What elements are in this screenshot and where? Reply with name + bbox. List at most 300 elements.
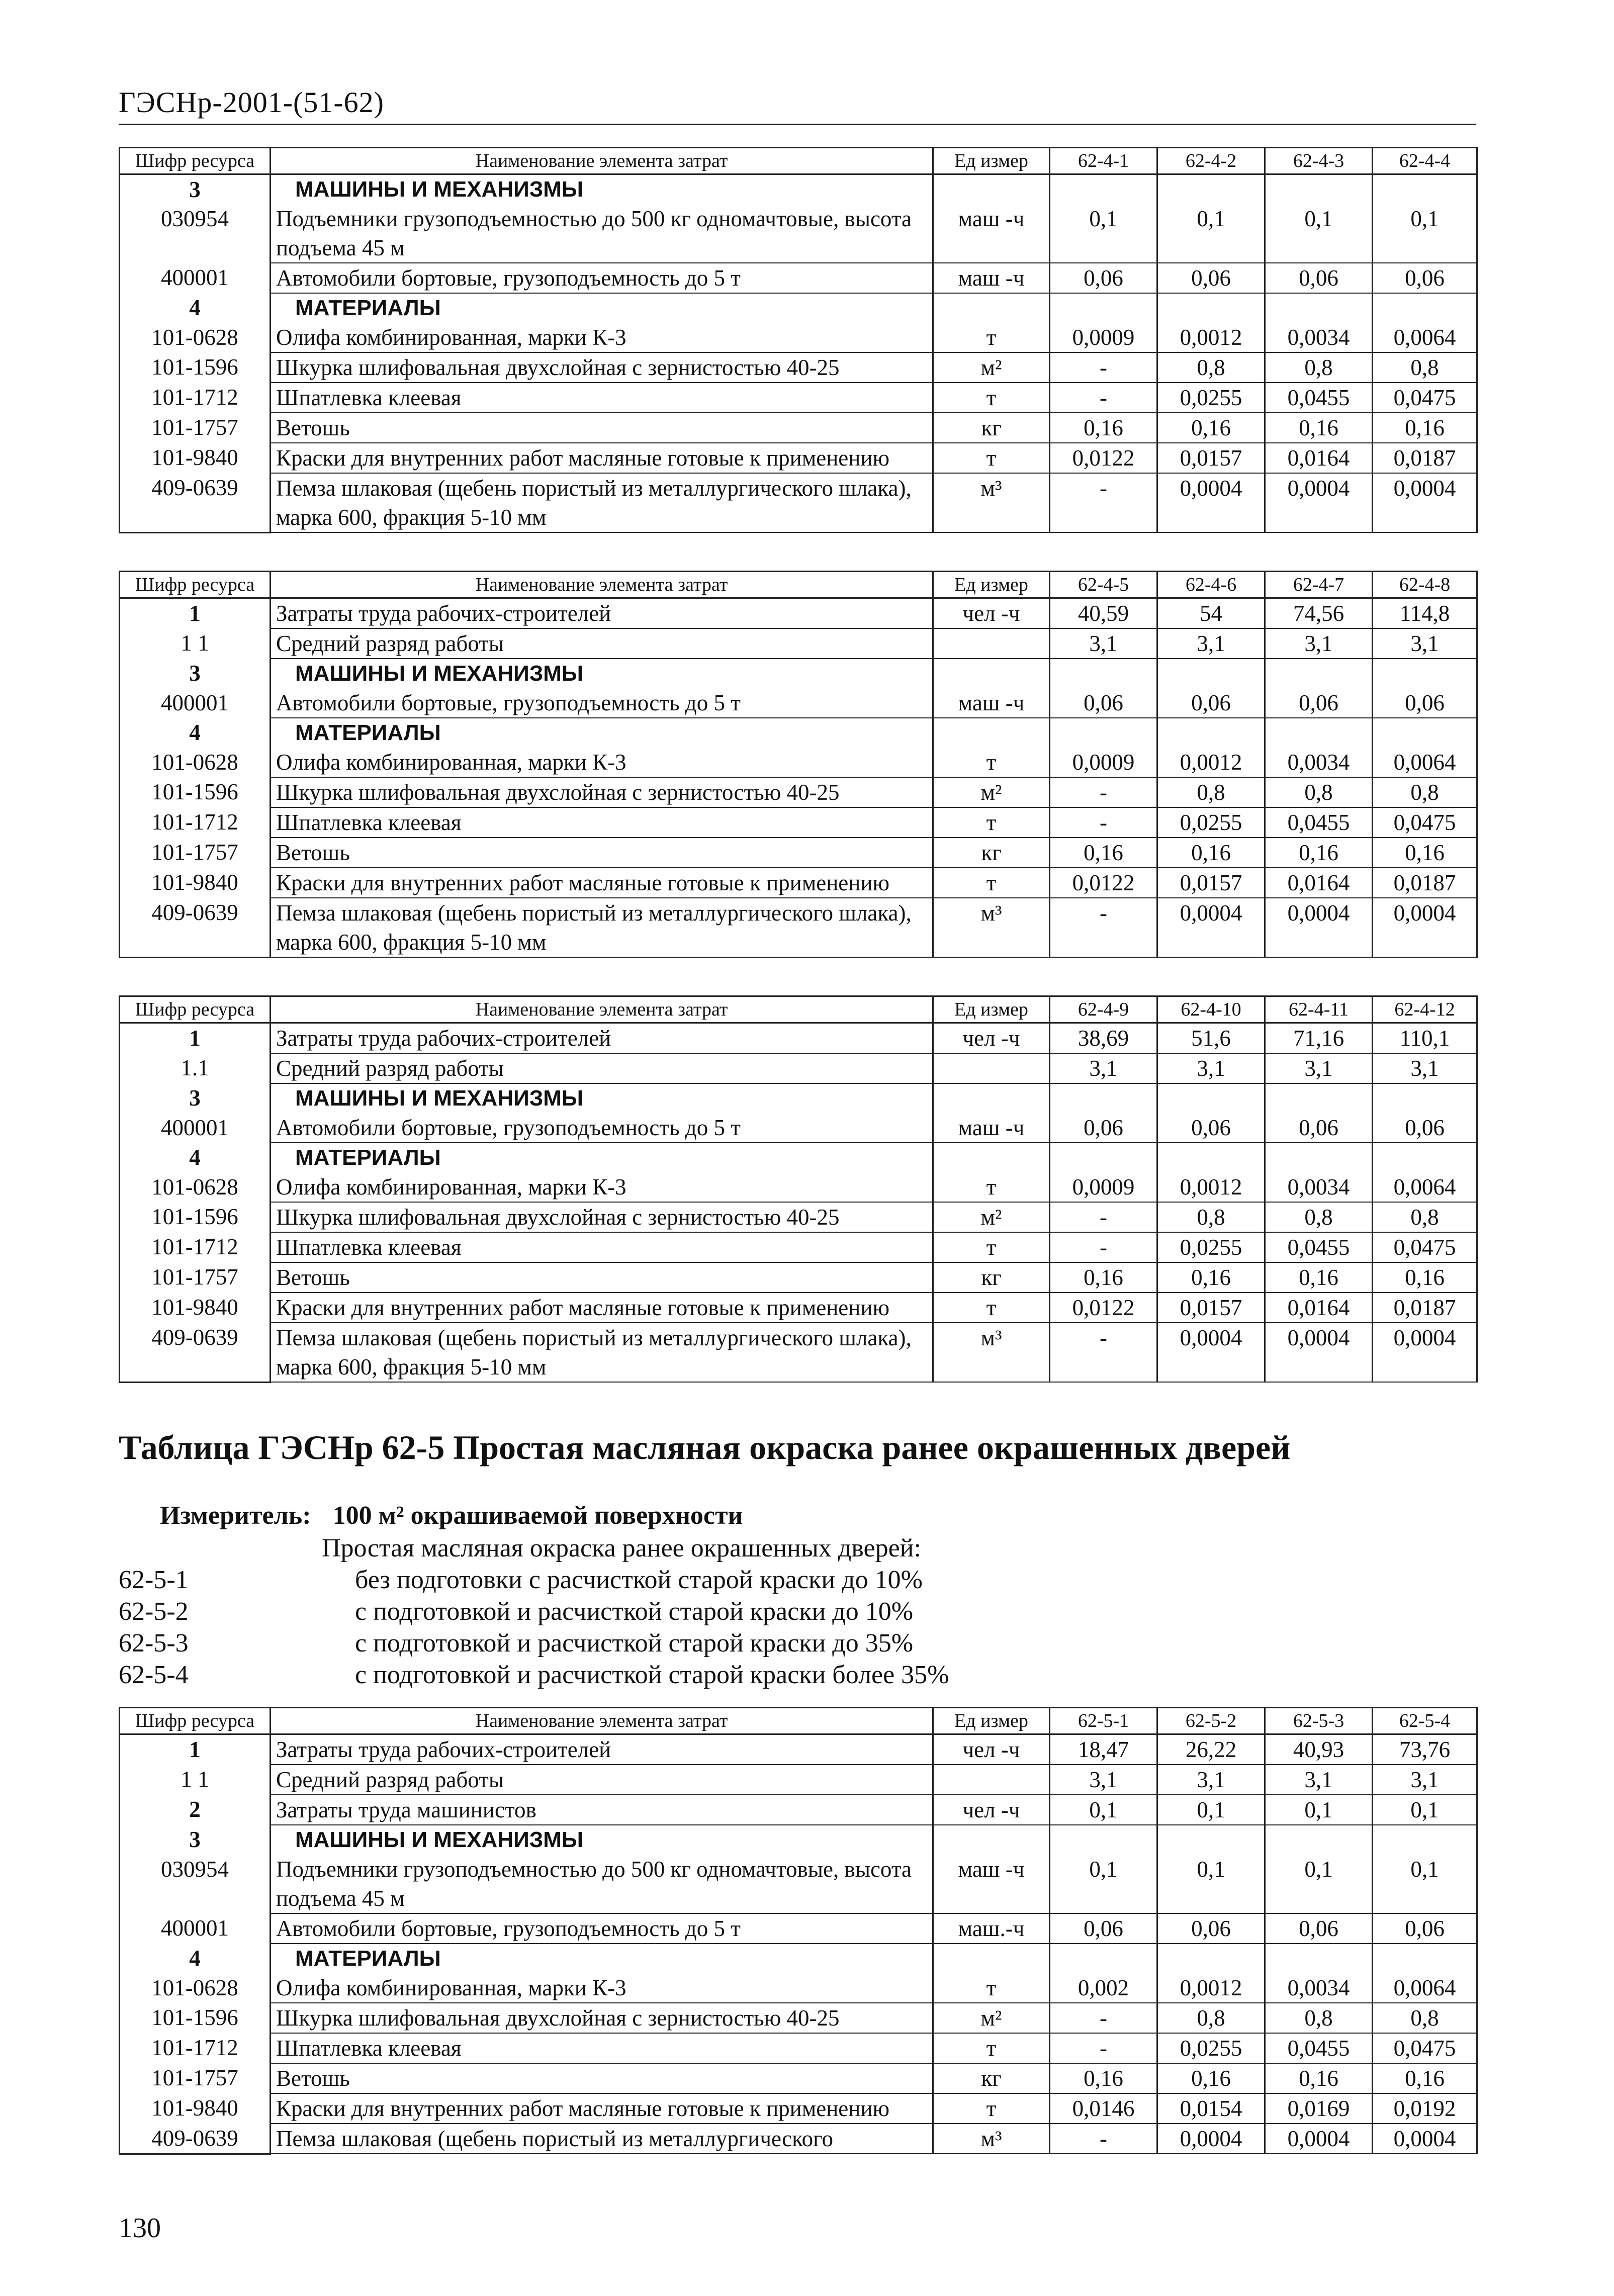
- norm-value: 0,16: [1157, 1262, 1265, 1293]
- table-section-row: [120, 1143, 1477, 1172]
- norm-value: 0,06: [1265, 263, 1373, 293]
- column-header: 62-4-2: [1157, 148, 1265, 174]
- norm-value: 18,47: [1050, 1734, 1157, 1765]
- resource-code: 400001: [120, 688, 271, 718]
- norm-value: 0,1: [1050, 204, 1157, 263]
- norm-value: 0,1: [1265, 1855, 1373, 1913]
- resource-code: 4: [120, 1143, 271, 1172]
- table-row: [120, 1023, 1477, 1054]
- norm-value: 3,1: [1050, 1765, 1157, 1795]
- resource-code: 101-1712: [120, 383, 271, 413]
- unit-of-measure: чел -ч: [933, 1023, 1050, 1054]
- table-row: [120, 598, 1477, 629]
- norm-value: 0,1: [1265, 1795, 1373, 1825]
- cost-element-name: Средний разряд работы: [271, 1765, 933, 1795]
- table-row: [120, 807, 1477, 838]
- cost-element-name: Затраты труда рабочих-строителей: [271, 598, 933, 629]
- norm-value: 0,0157: [1157, 868, 1265, 898]
- unit-of-measure: чел -ч: [933, 598, 1050, 629]
- resource-code: 1: [120, 1023, 271, 1054]
- table-row: [120, 1202, 1477, 1232]
- column-header: 62-5-3: [1265, 1708, 1373, 1734]
- resource-code: 101-1596: [120, 352, 271, 383]
- resource-code: 101-9840: [120, 2093, 271, 2124]
- norm-value: 114,8: [1373, 598, 1477, 629]
- norm-value: 0,0164: [1265, 868, 1373, 898]
- table-row: [120, 868, 1477, 898]
- unit-of-measure: чел -ч: [933, 1734, 1050, 1765]
- norm-value: -: [1050, 1202, 1157, 1232]
- column-header: 62-4-1: [1050, 148, 1157, 174]
- norm-value: -: [1050, 777, 1157, 807]
- unit-of-measure: кг: [933, 413, 1050, 443]
- norm-value: 0,16: [1373, 838, 1477, 868]
- table-row: [120, 1734, 1477, 1765]
- norm-value: 0,06: [1157, 263, 1265, 293]
- norm-value: [1265, 174, 1373, 205]
- norm-value: -: [1050, 807, 1157, 838]
- work-description-title: Простая масляная окраска ранее окрашенных дверей:: [322, 1534, 921, 1563]
- column-header: Наименование элемента затрат: [271, 572, 933, 598]
- resource-code: 030954: [120, 204, 271, 263]
- norm-value: [1265, 1083, 1373, 1113]
- norm-value: 0,0187: [1373, 1293, 1477, 1323]
- resource-code: 1.1: [120, 1053, 271, 1083]
- norm-value: 3,1: [1050, 1053, 1157, 1083]
- resource-code: 101-9840: [120, 1293, 271, 1323]
- cost-element-name: Олифа комбинированная, марки К-3: [271, 323, 933, 352]
- norm-value: 0,1: [1050, 1795, 1157, 1825]
- header-rule: [119, 124, 1476, 125]
- unit-of-measure: [933, 659, 1050, 688]
- norm-value: 0,0004: [1265, 473, 1373, 532]
- resource-code: 409-0639: [120, 898, 271, 957]
- table-row: [120, 2033, 1477, 2063]
- norm-value: 0,06: [1157, 1113, 1265, 1143]
- unit-of-measure: [933, 293, 1050, 323]
- unit-of-measure: [933, 718, 1050, 748]
- norm-value: 0,002: [1050, 1973, 1157, 2003]
- unit-of-measure: [933, 1083, 1050, 1113]
- cost-element-name: Затраты труда рабочих-строителей: [271, 1023, 933, 1054]
- unit-of-measure: [933, 1053, 1050, 1083]
- table-section-row: [120, 1083, 1477, 1113]
- unit-of-measure: м²: [933, 352, 1050, 383]
- table-row: [120, 1795, 1477, 1825]
- meter-label: Измеритель:: [160, 1501, 311, 1530]
- norm-value: [1157, 293, 1265, 323]
- column-header: 62-4-10: [1157, 996, 1265, 1023]
- norm-value: 0,0064: [1373, 1973, 1477, 2003]
- resource-code: 400001: [120, 1113, 271, 1143]
- norm-value: 0,16: [1050, 413, 1157, 443]
- norm-value: 0,8: [1373, 1202, 1477, 1232]
- resource-code: 409-0639: [120, 1323, 271, 1382]
- norm-value: 0,06: [1373, 263, 1477, 293]
- norm-value: 0,16: [1157, 2063, 1265, 2093]
- table-row: [120, 443, 1477, 473]
- column-header: 62-5-4: [1373, 1708, 1477, 1734]
- norm-value: 3,1: [1157, 628, 1265, 659]
- norm-value: 0,06: [1050, 688, 1157, 718]
- norm-value: [1265, 293, 1373, 323]
- table-row: [120, 838, 1477, 868]
- table-section-row: [120, 718, 1477, 748]
- norm-value: 26,22: [1157, 1734, 1265, 1765]
- norm-value: 0,1: [1373, 1855, 1477, 1913]
- norm-value: 3,1: [1373, 1053, 1477, 1083]
- cost-element-name: Шкурка шлифовальная двухслойная с зернистостью 40-25: [271, 1202, 933, 1232]
- resource-code: 1: [120, 1734, 271, 1765]
- norm-value: 0,0192: [1373, 2093, 1477, 2124]
- column-header: 62-4-7: [1265, 572, 1373, 598]
- norm-value: [1373, 174, 1477, 205]
- column-header: 62-4-9: [1050, 996, 1157, 1023]
- resource-code: 4: [120, 1944, 271, 1973]
- column-header: Наименование элемента затрат: [271, 1708, 933, 1734]
- norm-value: 0,0004: [1265, 1323, 1373, 1382]
- unit-of-measure: т: [933, 1293, 1050, 1323]
- resource-code: 101-1596: [120, 2003, 271, 2033]
- column-header: 62-4-6: [1157, 572, 1265, 598]
- cost-element-name: Ветошь: [271, 413, 933, 443]
- norm-value: [1157, 718, 1265, 748]
- unit-of-measure: маш -ч: [933, 263, 1050, 293]
- column-header: 62-4-5: [1050, 572, 1157, 598]
- norm-value: [1373, 1944, 1477, 1973]
- norm-value: 0,8: [1373, 777, 1477, 807]
- cost-element-name: Краски для внутренних работ масляные готовые к применению: [271, 1293, 933, 1323]
- table-row: [120, 1765, 1477, 1795]
- norm-value: 0,8: [1265, 777, 1373, 807]
- norm-value: 0,0004: [1157, 2124, 1265, 2154]
- norm-value: [1157, 1083, 1265, 1113]
- work-item-code: 62-5-2: [119, 1597, 189, 1626]
- unit-of-measure: т: [933, 748, 1050, 777]
- table-row: [120, 473, 1477, 532]
- resource-code: 101-1757: [120, 413, 271, 443]
- norm-value: [1265, 718, 1373, 748]
- norm-value: 0,8: [1157, 1202, 1265, 1232]
- norm-value: 0,0034: [1265, 1973, 1373, 2003]
- norm-value: 0,0009: [1050, 748, 1157, 777]
- norm-value: 0,0122: [1050, 443, 1157, 473]
- norm-value: 3,1: [1265, 1053, 1373, 1083]
- norm-value: 0,0475: [1373, 807, 1477, 838]
- norm-value: [1050, 293, 1157, 323]
- norm-value: [1050, 1944, 1157, 1973]
- resource-code: 1 1: [120, 1765, 271, 1795]
- norm-value: 0,0064: [1373, 748, 1477, 777]
- unit-of-measure: [933, 1825, 1050, 1855]
- table-row: [120, 2003, 1477, 2033]
- norm-value: 40,59: [1050, 598, 1157, 629]
- norm-value: [1157, 1825, 1265, 1855]
- norm-value: 74,56: [1265, 598, 1373, 629]
- norm-value: 0,1: [1050, 1855, 1157, 1913]
- norm-value: 0,06: [1050, 1913, 1157, 1944]
- work-item-text: с подготовкой и расчисткой старой краски более 35%: [355, 1661, 949, 1689]
- norm-value: 0,06: [1265, 688, 1373, 718]
- table-row: [120, 898, 1477, 957]
- work-item-text: с подготовкой и расчисткой старой краски до 35%: [355, 1629, 914, 1658]
- norm-value: 0,0475: [1373, 383, 1477, 413]
- unit-of-measure: м³: [933, 1323, 1050, 1382]
- resource-code: 101-0628: [120, 323, 271, 352]
- norm-value: 110,1: [1373, 1023, 1477, 1054]
- cost-element-name: Автомобили бортовые, грузоподъемность до 5 т: [271, 688, 933, 718]
- resource-code: 400001: [120, 1913, 271, 1944]
- work-item: [119, 1565, 923, 1595]
- norm-value: 0,0154: [1157, 2093, 1265, 2124]
- norm-value: 0,8: [1373, 2003, 1477, 2033]
- cost-element-name: Краски для внутренних работ масляные готовые к применению: [271, 2093, 933, 2124]
- norm-value: 0,0455: [1265, 2033, 1373, 2063]
- table-row: [120, 1232, 1477, 1262]
- column-header: Наименование элемента затрат: [271, 996, 933, 1023]
- resource-code: 101-0628: [120, 1973, 271, 2003]
- column-header: Шифр ресурса: [120, 996, 271, 1023]
- norm-value: 0,0187: [1373, 868, 1477, 898]
- resource-code: 3: [120, 1825, 271, 1855]
- cost-element-name: Шпатлевка клеевая: [271, 2033, 933, 2063]
- norm-value: 3,1: [1157, 1053, 1265, 1083]
- resource-code: 101-1757: [120, 838, 271, 868]
- norm-value: 0,8: [1373, 352, 1477, 383]
- unit-of-measure: [933, 1143, 1050, 1172]
- norm-value: [1050, 174, 1157, 205]
- table-section-row: [120, 293, 1477, 323]
- norm-value: 0,06: [1373, 1913, 1477, 1944]
- norm-value: -: [1050, 2124, 1157, 2154]
- table-row: [120, 1262, 1477, 1293]
- norm-value: 0,0009: [1050, 323, 1157, 352]
- table-row: [120, 1113, 1477, 1143]
- norm-value: 0,0455: [1265, 1232, 1373, 1262]
- unit-of-measure: кг: [933, 1262, 1050, 1293]
- unit-of-measure: [933, 174, 1050, 205]
- unit-of-measure: т: [933, 323, 1050, 352]
- unit-of-measure: маш -ч: [933, 204, 1050, 263]
- norm-value: 73,76: [1373, 1734, 1477, 1765]
- norm-value: -: [1050, 2033, 1157, 2063]
- norm-value: 0,1: [1265, 204, 1373, 263]
- norm-value: 0,0475: [1373, 2033, 1477, 2063]
- cost-element-name: Пемза шлаковая (щебень пористый из металлургического шлака), марка 600, фракция 5-10 мм: [271, 473, 933, 532]
- norm-value: 0,0255: [1157, 807, 1265, 838]
- cost-element-name: Краски для внутренних работ масляные готовые к применению: [271, 443, 933, 473]
- norm-value: 51,6: [1157, 1023, 1265, 1054]
- norm-value: 0,16: [1050, 2063, 1157, 2093]
- norm-value: 0,0034: [1265, 1172, 1373, 1202]
- work-item: [119, 1660, 949, 1690]
- norm-value: [1050, 718, 1157, 748]
- table-section-row: [120, 659, 1477, 688]
- norm-value: 0,06: [1373, 688, 1477, 718]
- table-row: [120, 2093, 1477, 2124]
- norm-value: 0,0004: [1373, 2124, 1477, 2154]
- table-row: [120, 413, 1477, 443]
- norm-value: 0,0012: [1157, 1172, 1265, 1202]
- table-row: [120, 628, 1477, 659]
- cost-element-name: Шкурка шлифовальная двухслойная с зернистостью 40-25: [271, 2003, 933, 2033]
- table-row: [120, 777, 1477, 807]
- norm-value: 0,0004: [1373, 1323, 1477, 1382]
- norm-value: [1265, 1825, 1373, 1855]
- table-row: [120, 1973, 1477, 2003]
- column-header: Шифр ресурса: [120, 148, 271, 174]
- table-row: [120, 352, 1477, 383]
- norm-value: [1265, 1944, 1373, 1973]
- cost-element-name: Ветошь: [271, 838, 933, 868]
- resource-code: 400001: [120, 263, 271, 293]
- table-section-row: [120, 1825, 1477, 1855]
- norm-value: 0,0004: [1265, 898, 1373, 957]
- norm-value: 0,0064: [1373, 323, 1477, 352]
- norm-value: [1373, 1825, 1477, 1855]
- cost-element-name: Автомобили бортовые, грузоподъемность до 5 т: [271, 1113, 933, 1143]
- norm-value: 3,1: [1373, 628, 1477, 659]
- column-header: 62-4-3: [1265, 148, 1373, 174]
- work-item: [119, 1597, 913, 1626]
- norm-value: 0,0034: [1265, 323, 1373, 352]
- unit-of-measure: маш -ч: [933, 1855, 1050, 1913]
- cost-element-name: Шпатлевка клеевая: [271, 1232, 933, 1262]
- norm-value: 0,8: [1265, 1202, 1373, 1232]
- cost-element-name: Шпатлевка клеевая: [271, 383, 933, 413]
- norm-value: [1050, 1083, 1157, 1113]
- unit-of-measure: т: [933, 1973, 1050, 2003]
- cost-element-name: Подъемники грузоподъемностью до 500 кг одномачтовые, высота подъема 45 м: [271, 204, 933, 263]
- column-header: 62-4-11: [1265, 996, 1373, 1023]
- norm-value: -: [1050, 473, 1157, 532]
- norm-value: 0,06: [1373, 1113, 1477, 1143]
- table-row: [120, 1053, 1477, 1083]
- norm-value: [1050, 659, 1157, 688]
- norm-value: 0,16: [1373, 2063, 1477, 2093]
- table-row: [120, 263, 1477, 293]
- norm-value: 0,16: [1265, 1262, 1373, 1293]
- unit-of-measure: м³: [933, 2124, 1050, 2154]
- table-row: [120, 1293, 1477, 1323]
- unit-of-measure: кг: [933, 838, 1050, 868]
- norm-value: 0,1: [1373, 1795, 1477, 1825]
- table-62-5-heading: Таблица ГЭСНр 62-5 Простая масляная окраска ранее окрашенных дверей: [119, 1428, 1291, 1466]
- norm-value: 0,0146: [1050, 2093, 1157, 2124]
- table-row: [120, 688, 1477, 718]
- norm-value: -: [1050, 2003, 1157, 2033]
- norm-value: -: [1050, 1232, 1157, 1262]
- norm-value: 0,0004: [1157, 473, 1265, 532]
- norm-value: 71,16: [1265, 1023, 1373, 1054]
- work-item-text: с подготовкой и расчисткой старой краски до 10%: [355, 1597, 914, 1626]
- norm-value: [1373, 659, 1477, 688]
- meter-value: 100 м² окрашиваемой поверхности: [332, 1501, 743, 1530]
- norm-value: 0,06: [1157, 1913, 1265, 1944]
- norm-value: 0,0255: [1157, 2033, 1265, 2063]
- cost-element-name: МАТЕРИАЛЫ: [271, 1143, 933, 1172]
- cost-element-name: Олифа комбинированная, марки К-3: [271, 1172, 933, 1202]
- norm-value: 0,8: [1265, 352, 1373, 383]
- work-item-text: без подготовки с расчисткой старой краски до 10%: [355, 1566, 923, 1594]
- resource-code: 101-1596: [120, 777, 271, 807]
- norm-value: [1373, 1143, 1477, 1172]
- norm-value: 0,8: [1157, 352, 1265, 383]
- unit-of-measure: маш -ч: [933, 688, 1050, 718]
- norm-value: 0,8: [1157, 2003, 1265, 2033]
- norm-value: 0,16: [1265, 413, 1373, 443]
- norm-value: 0,0009: [1050, 1172, 1157, 1202]
- work-item-code: 62-5-3: [119, 1629, 189, 1658]
- norm-value: -: [1050, 352, 1157, 383]
- resource-code: 409-0639: [120, 2124, 271, 2154]
- resource-code: 030954: [120, 1855, 271, 1913]
- table-row: [120, 383, 1477, 413]
- column-header: 62-4-12: [1373, 996, 1477, 1023]
- norm-value: 0,0122: [1050, 1293, 1157, 1323]
- unit-of-measure: [933, 1944, 1050, 1973]
- norm-value: 0,16: [1373, 413, 1477, 443]
- unit-of-measure: т: [933, 383, 1050, 413]
- norm-value: 40,93: [1265, 1734, 1373, 1765]
- norm-value: 0,1: [1157, 1795, 1265, 1825]
- norm-value: 0,8: [1157, 777, 1265, 807]
- unit-of-measure: маш.-ч: [933, 1913, 1050, 1944]
- cost-element-name: Шпатлевка клеевая: [271, 807, 933, 838]
- norm-value: 0,0064: [1373, 1172, 1477, 1202]
- table-row: [120, 2124, 1477, 2154]
- cost-element-name: МАШИНЫ И МЕХАНИЗМЫ: [271, 659, 933, 688]
- resource-code: 1 1: [120, 628, 271, 659]
- column-header: Ед измер: [933, 572, 1050, 598]
- column-header: Ед измер: [933, 1708, 1050, 1734]
- resource-code: 409-0639: [120, 473, 271, 532]
- table-section-row: [120, 1944, 1477, 1973]
- cost-element-name: Автомобили бортовые, грузоподъемность до 5 т: [271, 1913, 933, 1944]
- resource-code: 101-1712: [120, 2033, 271, 2063]
- norm-value: 0,0122: [1050, 868, 1157, 898]
- norm-value: [1050, 1825, 1157, 1855]
- norm-value: 0,0157: [1157, 1293, 1265, 1323]
- table-row: [120, 1855, 1477, 1913]
- norm-value: 0,16: [1157, 838, 1265, 868]
- unit-of-measure: [933, 628, 1050, 659]
- unit-of-measure: т: [933, 1232, 1050, 1262]
- column-header: Ед измер: [933, 996, 1050, 1023]
- resource-code: 101-1712: [120, 1232, 271, 1262]
- unit-of-measure: т: [933, 807, 1050, 838]
- table-row: [120, 1323, 1477, 1382]
- norm-value: 0,0169: [1265, 2093, 1373, 2124]
- cost-element-name: Пемза шлаковая (щебень пористый из металлургического шлака), марка 600, фракция 5-10 мм: [271, 898, 933, 957]
- norm-value: 3,1: [1050, 628, 1157, 659]
- norm-value: 0,0004: [1157, 898, 1265, 957]
- norm-value: 0,0004: [1157, 1323, 1265, 1382]
- norm-value: 0,06: [1157, 688, 1265, 718]
- norm-value: 0,0187: [1373, 443, 1477, 473]
- norm-value: 0,06: [1265, 1113, 1373, 1143]
- norm-value: 0,0164: [1265, 1293, 1373, 1323]
- resource-code: 101-0628: [120, 1172, 271, 1202]
- cost-element-name: МАШИНЫ И МЕХАНИЗМЫ: [271, 1825, 933, 1855]
- resource-code: 1: [120, 598, 271, 629]
- norm-value: [1050, 1143, 1157, 1172]
- table-row: [120, 2063, 1477, 2093]
- norm-value: [1265, 1143, 1373, 1172]
- norm-value: [1157, 1944, 1265, 1973]
- unit-of-measure: м³: [933, 898, 1050, 957]
- norm-value: [1265, 659, 1373, 688]
